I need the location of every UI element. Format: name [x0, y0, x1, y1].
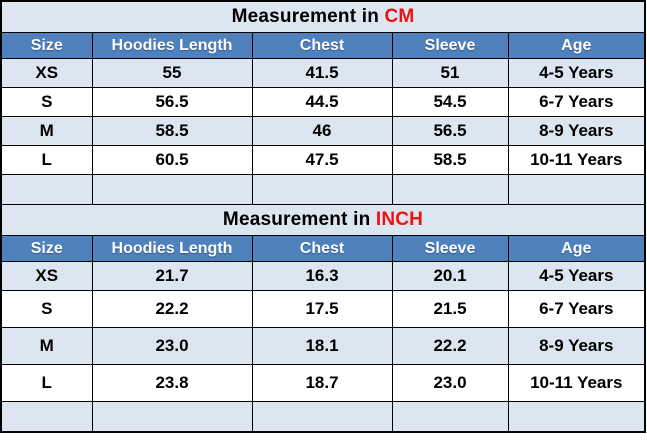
cm-title-prefix: Measurement in	[231, 6, 380, 27]
cm-title-unit: CM	[384, 6, 415, 27]
inch-title-prefix: Measurement in	[222, 209, 371, 230]
cm-empty-row	[1, 175, 645, 205]
cell-age: 8-9 Years	[508, 117, 645, 146]
cell-chest: 18.1	[252, 328, 392, 365]
cell-hoodies-length: 23.8	[92, 365, 252, 402]
empty-cell	[252, 402, 392, 433]
inch-header-hoodies-length: Hoodies Length	[92, 236, 252, 262]
cell-hoodies-length: 56.5	[92, 88, 252, 117]
cm-header-age: Age	[508, 33, 645, 59]
empty-cell	[92, 175, 252, 205]
cell-age: 4-5 Years	[508, 262, 645, 291]
cell-hoodies-length: 55	[92, 59, 252, 88]
cell-size: XS	[1, 262, 92, 291]
cell-age: 6-7 Years	[508, 88, 645, 117]
cell-sleeve: 51	[392, 59, 508, 88]
cell-hoodies-length: 22.2	[92, 291, 252, 328]
inch-header-row	[1, 236, 645, 262]
inch-header-sleeve: Sleeve	[392, 236, 508, 262]
cell-size: XS	[1, 59, 92, 88]
empty-cell	[392, 175, 508, 205]
cell-sleeve: 21.5	[392, 291, 508, 328]
cm-header-chest: Chest	[252, 33, 392, 59]
cell-size: S	[1, 88, 92, 117]
cell-sleeve: 56.5	[392, 117, 508, 146]
inch-empty-row	[1, 402, 645, 433]
cell-age: 10-11 Years	[508, 365, 645, 402]
cm-header-size: Size	[1, 33, 92, 59]
cell-age: 6-7 Years	[508, 291, 645, 328]
cell-age: 8-9 Years	[508, 328, 645, 365]
cell-chest: 16.3	[252, 262, 392, 291]
empty-cell	[252, 175, 392, 205]
cm-title-row	[1, 1, 645, 33]
cm-header-sleeve: Sleeve	[392, 33, 508, 59]
inch-row-l	[1, 365, 645, 402]
cm-row-m	[1, 117, 645, 146]
cell-hoodies-length: 21.7	[92, 262, 252, 291]
cell-size: M	[1, 328, 92, 365]
empty-cell	[1, 175, 92, 205]
cm-row-xs	[1, 59, 645, 88]
cell-size: S	[1, 291, 92, 328]
cell-age: 4-5 Years	[508, 59, 645, 88]
inch-row-s	[1, 291, 645, 328]
inch-header-size: Size	[1, 236, 92, 262]
cm-header-row	[1, 33, 645, 59]
cell-size: L	[1, 365, 92, 402]
empty-cell	[508, 402, 645, 433]
cell-sleeve: 22.2	[392, 328, 508, 365]
inch-header-age: Age	[508, 236, 645, 262]
cell-sleeve: 54.5	[392, 88, 508, 117]
inch-header-chest: Chest	[252, 236, 392, 262]
cell-chest: 44.5	[252, 88, 392, 117]
inch-row-m	[1, 328, 645, 365]
cm-section-title	[1, 1, 645, 33]
cell-chest: 18.7	[252, 365, 392, 402]
inch-title-unit: INCH	[375, 209, 424, 230]
cell-size: L	[1, 146, 92, 175]
empty-cell	[392, 402, 508, 433]
cell-age: 10-11 Years	[508, 146, 645, 175]
cell-chest: 46	[252, 117, 392, 146]
cm-header-hoodies-length: Hoodies Length	[92, 33, 252, 59]
cm-row-s	[1, 88, 645, 117]
inch-title-row	[1, 205, 645, 236]
cell-chest: 17.5	[252, 291, 392, 328]
cell-size: M	[1, 117, 92, 146]
cell-sleeve: 23.0	[392, 365, 508, 402]
cell-sleeve: 20.1	[392, 262, 508, 291]
empty-cell	[508, 175, 645, 205]
cell-hoodies-length: 58.5	[92, 117, 252, 146]
empty-cell	[92, 402, 252, 433]
cell-hoodies-length: 23.0	[92, 328, 252, 365]
empty-cell	[1, 402, 92, 433]
inch-row-xs	[1, 262, 645, 291]
cell-sleeve: 58.5	[392, 146, 508, 175]
cell-hoodies-length: 60.5	[92, 146, 252, 175]
cell-chest: 41.5	[252, 59, 392, 88]
inch-section-title	[1, 205, 645, 236]
cm-row-l	[1, 146, 645, 175]
cell-chest: 47.5	[252, 146, 392, 175]
